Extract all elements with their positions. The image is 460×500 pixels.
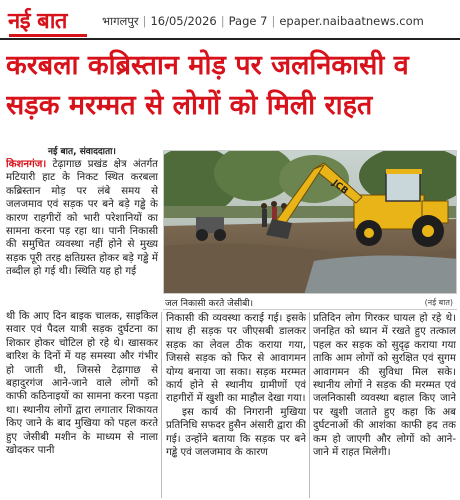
article-column-2 (166, 312, 306, 498)
masthead (0, 0, 460, 40)
headline-line-2: सड़क मरम्मत से लोगों को मिली राहत (6, 90, 373, 121)
photo-credit: (नई बात) (424, 298, 453, 307)
photo-caption: जल निकासी करते जेसीबी। (165, 299, 254, 309)
article-lead-text: टेढ़ागाछ प्रखंड क्षेत्र अंतर्गत मटियारी हाट के निकट स्थित करबला कब्रिस्तान मोड़ पर लंबे समय से जलजमाव एवं सड़क पर बने बड़े गड्ढे के कारण राहगीरों को भारी परेशानियों का सामना करना पड़ रहा था। पानी निकासी की समुचित व्यवस्था नहीं होने से मुख्य सड़क पूरी तरह क्षतिग्रस्त होकर बड़े गड्ढे में तब्दील हो गई थी। स्थिति यह हो गई (6, 159, 158, 278)
jcb-logo-text: JCB (330, 178, 350, 197)
column-divider-2 (309, 312, 310, 498)
edition-date: 16/05/2026 (150, 14, 217, 28)
edition-meta: भागलपुर | 16/05/2026 | Page 7 | epaper.naibaatnews.com (102, 14, 424, 28)
edition-city: भागलपुर (102, 14, 139, 28)
jcb-excavator-photo (164, 151, 457, 294)
article-column-1-bottom (6, 310, 158, 498)
article-text: निकासी की व्यवस्था कराई गई। इसके साथ ही सड़क पर जीएसबी डालकर सड़क का लेवल ठीक कराया गया, जिससे सड़क को फिर से आवागमन योग्य बनाया जा सका। सड़क मरम्मत कार्य होने से स्थानीय ग्रामीणों एवं राहगीरों में खुशी का माहौल देखा गया। (166, 313, 306, 405)
epaper-url[interactable]: epaper.naibaatnews.com (279, 14, 424, 28)
column-divider-1 (161, 312, 162, 498)
article-photo (163, 150, 457, 294)
headline-line-1: करबला कब्रिस्तान मोड़ पर जलनिकासी व (6, 50, 409, 81)
article-text: प्रतिदिन लोग गिरकर घायल हो रहे थे। जनहित को ध्यान में रखते हुए तत्काल पहल कर सड़क को सुदृढ़ कराया गया ताकि आम लोगों को सुरक्षित एवं सुगम आवागमन की सुविधा मिल सके। स्थानीय लोगों ने सड़क की मरम्मत एवं जलनिकासी व्यवस्था बहाल किए जाने पर खुशी जताते हुए कहा कि अब दुर्घटनाओं की आशंका काफी हद तक कम हो जाएगी और लोगों को आने-जाने में राहत मिलेगी। (313, 313, 456, 459)
page-number: Page 7 (228, 14, 268, 28)
article-column-1-top (6, 158, 158, 310)
article-text: थी कि आए दिन बाइक चालक, साइकिल सवार एवं पैदल यात्री सड़क दुर्घटना का शिकार होकर चोटिल हो रहे थे। खासकर बारिश के दिनों में यह समस्या और गंभीर हो जाती थी, जिससे टेढ़ागाछ से बहादुरगंज आने-जाने वाले लोगों को काफी कठिनाइयों का सामना करना पड़ता था। स्थानीय लोगों द्वारा लगातार शिकायत किए जाने के बाद मुखिया को पहल करते हुए जेसीबी मशीन के माध्यम से नाला खोदकर पानी (6, 311, 158, 457)
photo-caption-bar (163, 294, 457, 310)
dateline: किशनगंज। (6, 159, 47, 170)
article-headline (6, 46, 454, 126)
byline: नई बात, संवाददाता। (48, 147, 116, 157)
article-column-3 (313, 312, 456, 498)
newspaper-logo[interactable]: नई बात (8, 9, 67, 34)
article-text: इस कार्य की निगरानी मुखिया प्रतिनिधि सफदर हुसैन अंसारी द्वारा की गई। उन्होंने बताया कि सड़क पर बने गड्ढे एवं जलजमाव के कारण (166, 406, 306, 459)
logo-underline (9, 34, 87, 37)
